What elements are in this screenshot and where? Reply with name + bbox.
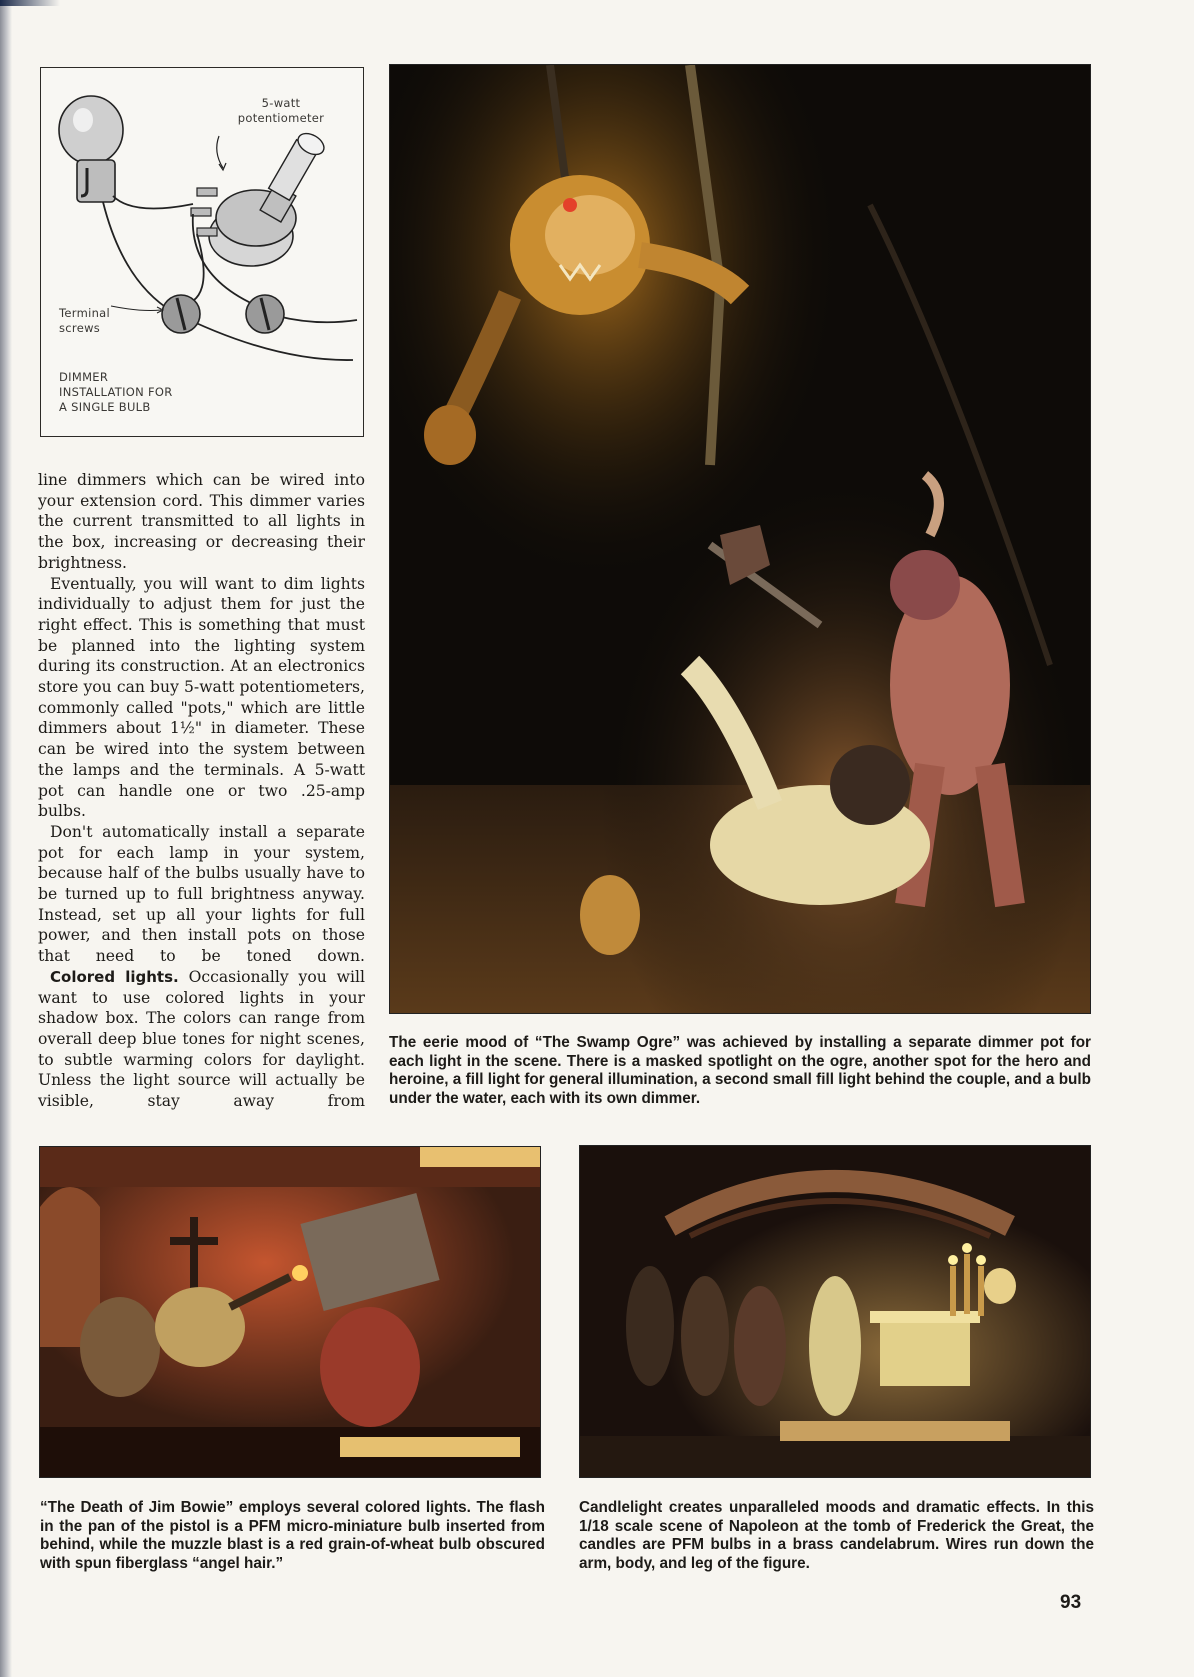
terminal-screw-icon — [162, 295, 200, 333]
page-gutter-shadow — [0, 0, 12, 1677]
jim-bowie-caption: “The Death of Jim Bowie” employs several colored lights. The flash in the pan of the pistol is a PFM micro-miniature bulb inserted from behind, while the muzzle blast is a red grain-of-wheat bulb obscured with spun fiberglass “angel hair.” — [40, 1499, 545, 1572]
page-corner-tint — [0, 0, 60, 6]
napoleon-caption: Candlelight creates unparalleled moods and dramatic effects. In this 1/18 scale scene of Napoleon at the tomb of Frederick the Great, the candles are PFM bulbs in a brass candelabrum. Wires run down the arm, body, and leg of the figure. — [579, 1499, 1094, 1572]
potentiometer-icon — [191, 129, 328, 266]
page-number: 93 — [1060, 1592, 1082, 1613]
terminal-screws-label: Terminal screws — [59, 306, 110, 335]
colored-lights-paragraph — [38, 967, 365, 1112]
napoleon-tomb-photo — [579, 1145, 1091, 1478]
bulb-icon — [59, 96, 123, 202]
colored-lights-text: Occasionally you will want to use colored lights in your shadow box. The colors can range from overall deep blue tones for night scenes, to subtle warming colors for daylight. Unless the light source will actually be visible, stay away from — [38, 967, 365, 1111]
diagram-caption: DIMMER INSTALLATION FOR A SINGLE BULB — [59, 370, 173, 414]
swamp-ogre-photo — [389, 64, 1091, 1014]
jim-bowie-photo — [39, 1146, 541, 1478]
body-paragraph: Don't automatically install a separate pot for each lamp in your system, because half of the bulbs usually have to be turned up to full brightness anyway. Instead, set up all your lights for full power, and then install pots on those that need to be toned down. — [38, 822, 365, 966]
swamp-ogre-caption: The eerie mood of “The Swamp Ogre” was achieved by installing a separate dimmer pot for each light in the scene. There is a masked spotlight on the ogre, another spot for the hero and heroine, a fill light for general illumination, a second small fill light behind the couple, and a bulb under the water, each with its own dimmer. — [389, 1034, 1091, 1107]
body-paragraph: Eventually, you will want to dim lights individually to adjust them for just the right effect. This is something that must be planned into the lighting system during its construction. At an electronics store you can buy 5-watt potentiometers, commonly called "pots," which are little dimmers about 1½" in diameter. These can be wired into the system between the lamps and the terminals. A 5-watt pot can handle one or two .25-amp bulbs. — [38, 574, 365, 821]
article-body — [38, 470, 365, 1112]
colored-lights-heading: Colored lights. — [50, 967, 179, 986]
body-paragraph: line dimmers which can be wired into your extension cord. This dimmer varies the current transmitted to all lights in the box, increasing or decreasing their brightness. — [38, 471, 365, 572]
terminal-screw-icon — [246, 295, 284, 333]
potentiometer-label: 5-watt potentiometer — [237, 96, 325, 125]
dimmer-diagram — [40, 67, 364, 437]
